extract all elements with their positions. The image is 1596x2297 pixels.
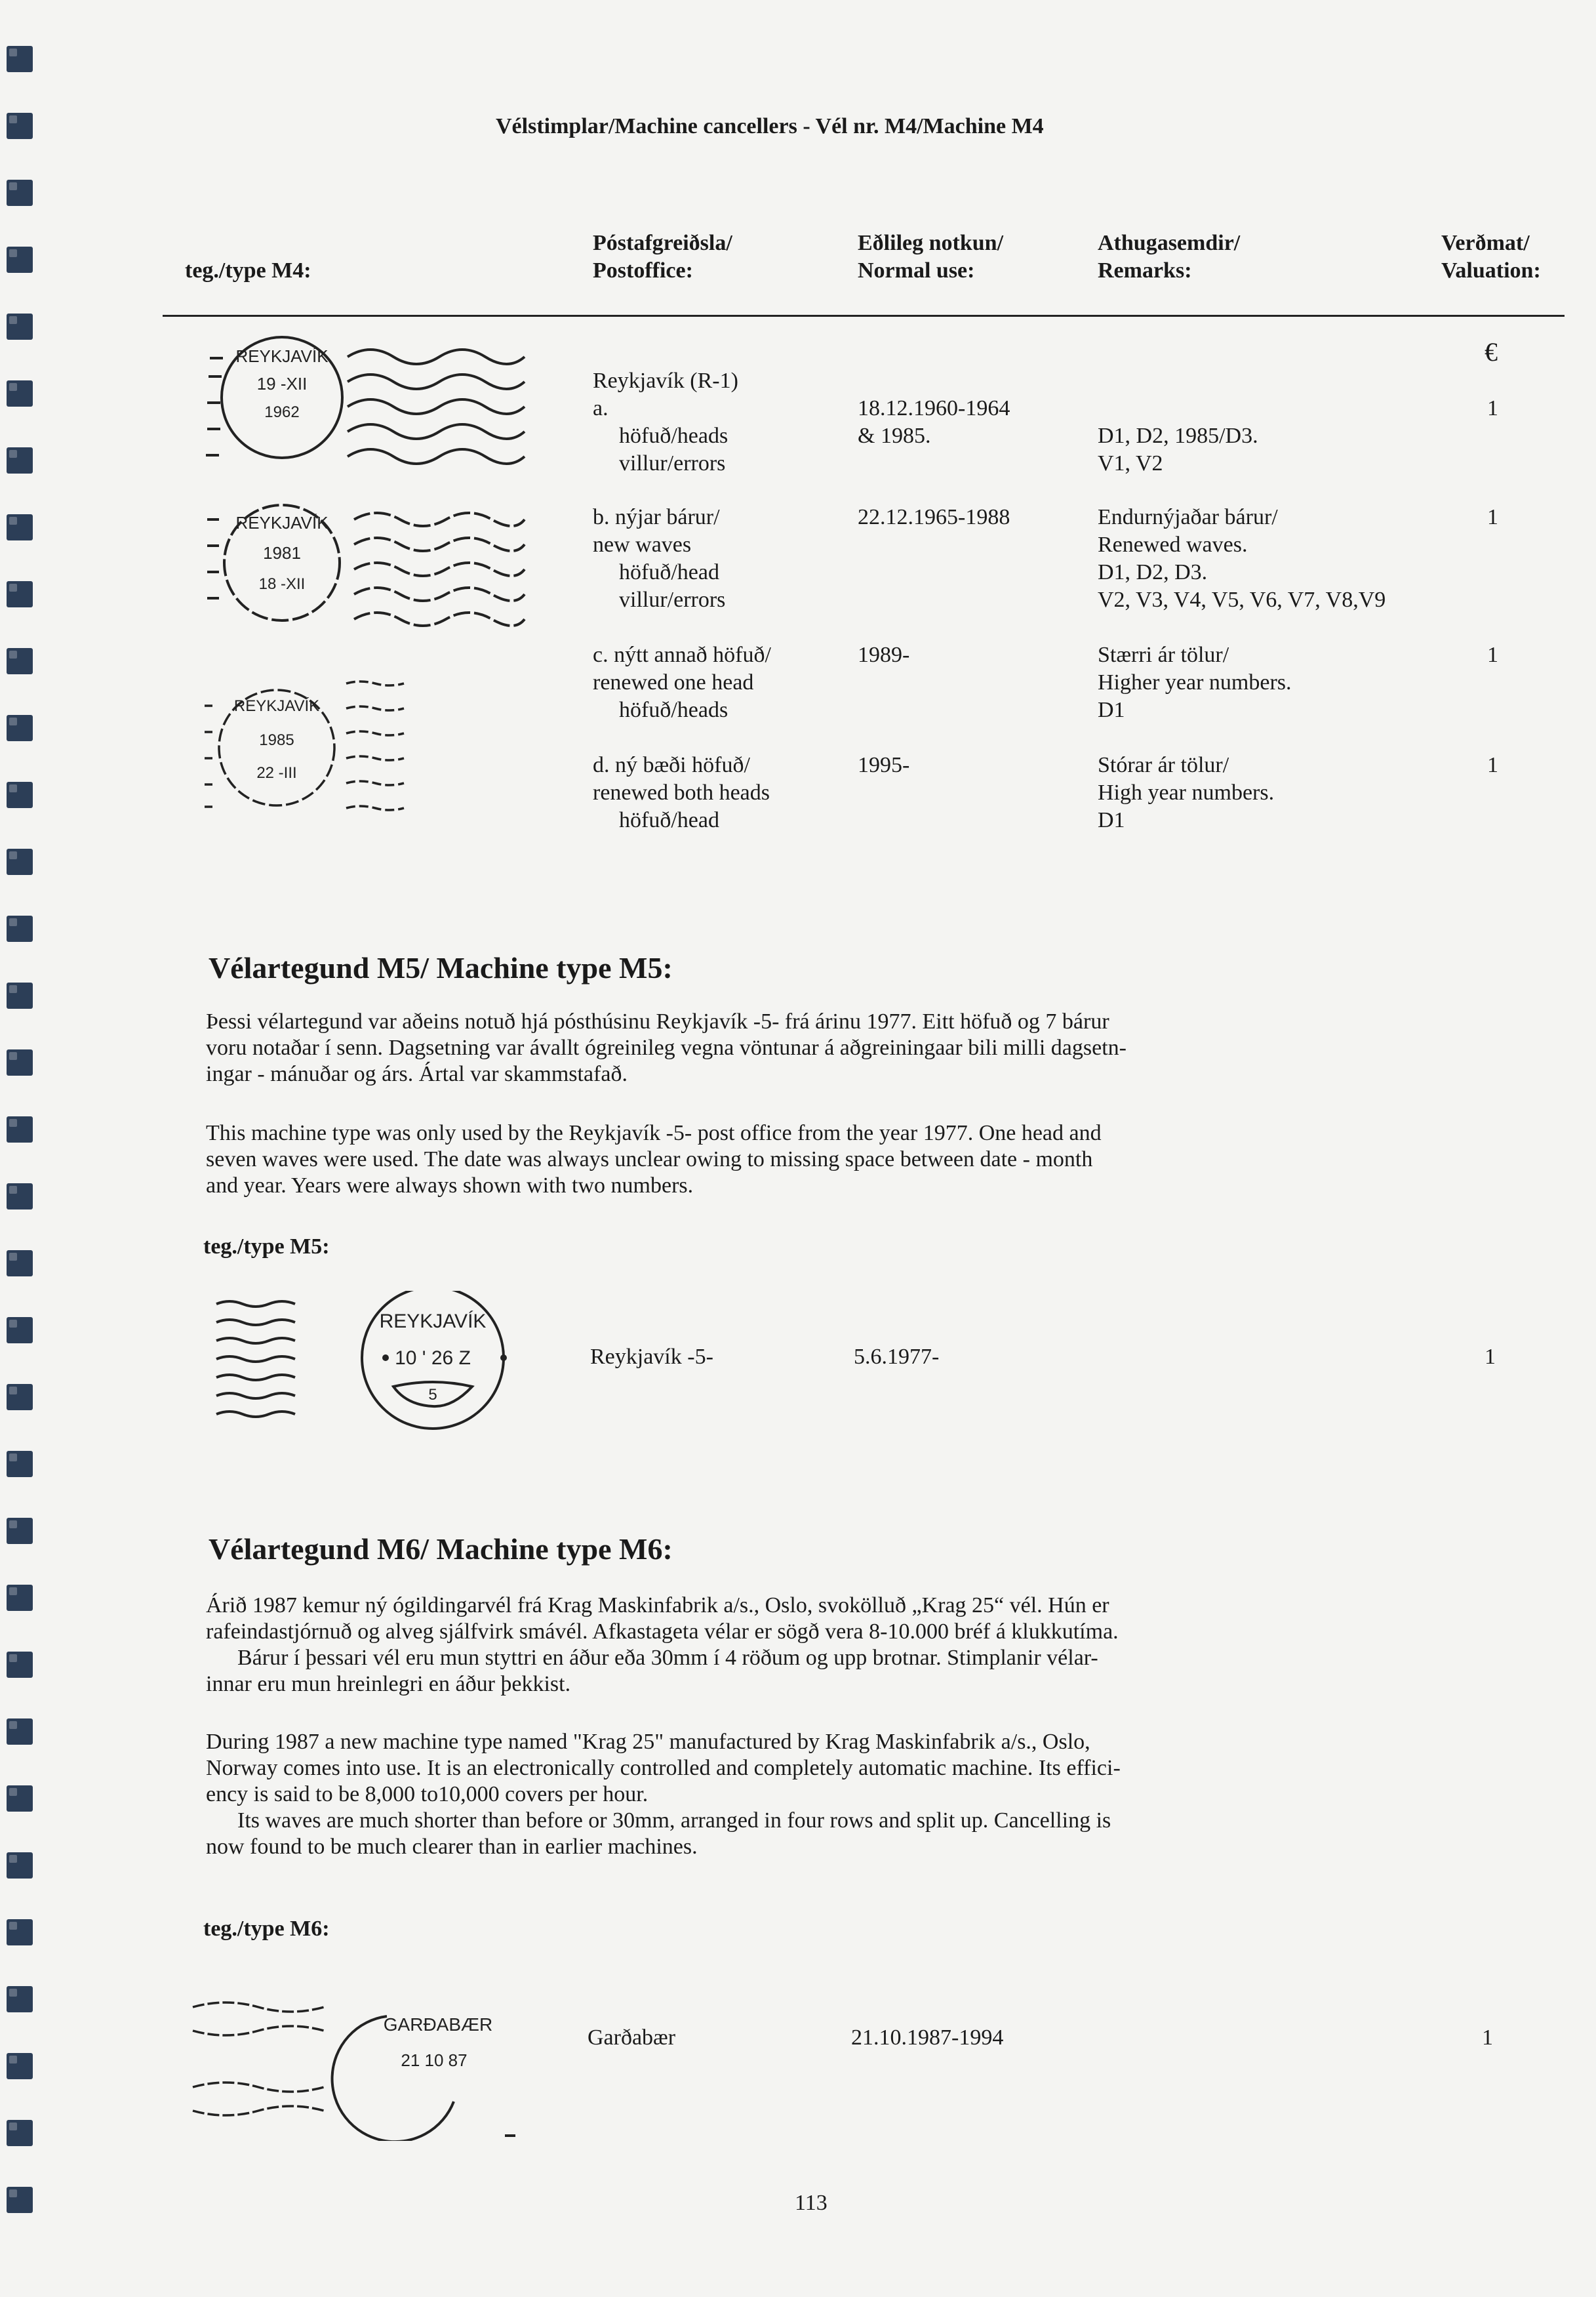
postmark-m4-b-year: 1981 <box>263 543 301 563</box>
binding-ring <box>7 1852 33 1879</box>
binding-ring <box>7 46 33 72</box>
m5-en-line-3: and year. Years were always shown with two numbers. <box>206 1173 694 1198</box>
m6-paragraph-is <box>206 1593 1360 1697</box>
m6-type-label: teg./type M6: <box>203 1917 330 1941</box>
row-a-office-3: höfuð/heads <box>619 424 728 448</box>
postmark-m5-num: 5 <box>428 1386 437 1404</box>
row-c-value: 1 <box>1487 643 1498 667</box>
row-a-value: 1 <box>1487 396 1498 420</box>
postmark-m5-date: 10 ' 26 Z <box>395 1347 471 1369</box>
m6-is-line-2: rafeindastjórnuð og alveg sjálfvirk smávél. Afkastageta vélar er sögð vera 8-10.000 bréf á klukkutíma. <box>206 1619 1119 1644</box>
binding-ring <box>7 648 33 674</box>
row-a-remarks-2: V1, V2 <box>1098 451 1163 476</box>
row-d-remarks-1: Stórar ár tölur/ <box>1098 753 1229 777</box>
binding-ring <box>7 1116 33 1143</box>
binding-ring <box>7 581 33 607</box>
row-b-office-4: villur/errors <box>619 588 726 612</box>
binding-ring <box>7 1451 33 1477</box>
m6-en-line-1: During 1987 a new machine type named "Krag 25" manufactured by Krag Maskinfabrik a/s., Oslo, <box>206 1730 1090 1754</box>
col-header-office-line2: Postoffice: <box>593 258 693 283</box>
binding-ring <box>7 1049 33 1076</box>
row-a-use-2: & 1985. <box>858 424 931 448</box>
m6-en-line-2: Norway comes into use. It is an electronically controlled and completely automatic machine. Its effici- <box>206 1756 1121 1780</box>
col-header-remarks-line1: Athugasemdir/ <box>1098 231 1241 255</box>
col-header-remarks-line2: Remarks: <box>1098 258 1192 283</box>
row-b-remarks-3: D1, D2, D3. <box>1098 560 1208 584</box>
binding-ring <box>7 1585 33 1611</box>
postmark-m5 <box>210 1291 525 1442</box>
row-c-use-1: 1989- <box>858 643 910 667</box>
m6-paragraph-en <box>206 1729 1360 1860</box>
col-header-valuation-line2: Valuation: <box>1441 258 1541 283</box>
binding-ring <box>7 2187 33 2213</box>
row-a-remarks-1: D1, D2, 1985/D3. <box>1098 424 1258 448</box>
row-b-remarks-1: Endurnýjaðar bárur/ <box>1098 505 1278 529</box>
row-b-office-3: höfuð/head <box>619 560 719 584</box>
postmark-m6 <box>190 1990 531 2141</box>
row-b-office-2: new waves <box>593 533 692 557</box>
col-header-office-line1: Póstafgreiðsla/ <box>593 231 732 255</box>
postmark-m4-a-date: 19 -XII <box>256 374 308 394</box>
row-d-office-3: höfuð/head <box>619 808 719 832</box>
row-a-use-1: 18.12.1960-1964 <box>858 396 1010 420</box>
m5-use: 5.6.1977- <box>854 1345 940 1369</box>
binding-ring <box>7 113 33 139</box>
binding-ring <box>7 983 33 1009</box>
m5-is-line-1: Þessi vélartegund var aðeins notuð hjá pósthúsinu Reykjavík -5- frá árinu 1977. Eitt höfuð og 7 bárur <box>206 1009 1109 1034</box>
row-b-remarks-2: Renewed waves. <box>1098 533 1248 557</box>
m6-use: 21.10.1987-1994 <box>851 2025 1004 2050</box>
m5-paragraph-is <box>206 1009 1360 1088</box>
m5-paragraph-en <box>206 1120 1360 1199</box>
m6-en-line-3: ency is said to be 8,000 to10,000 covers per hour. <box>206 1782 648 1806</box>
binding-ring <box>7 380 33 407</box>
postmark-m4-a <box>197 324 538 475</box>
row-d-office-2: renewed both heads <box>593 781 770 805</box>
col-header-use-line1: Eðlileg notkun/ <box>858 231 1004 255</box>
m6-office: Garðabær <box>588 2025 676 2050</box>
binding-ring <box>7 916 33 942</box>
binding-ring <box>7 1785 33 1812</box>
row-b-use-1: 22.12.1965-1988 <box>858 505 1010 529</box>
binding-ring <box>7 1986 33 2012</box>
binding-ring <box>7 2053 33 2079</box>
header-rule <box>163 315 1565 317</box>
binding-ring <box>7 1652 33 1678</box>
postmark-m6-date: 21 10 87 <box>401 2050 468 2070</box>
row-d-office-1: d. ný bæði höfuð/ <box>593 753 750 777</box>
binding-ring <box>7 1183 33 1209</box>
m5-en-line-1: This machine type was only used by the Reykjavík -5- post office from the year 1977. One head and <box>206 1121 1102 1145</box>
col-header-use-line2: Normal use: <box>858 258 975 283</box>
row-b-remarks-4: V2, V3, V4, V5, V6, V7, V8,V9 <box>1098 588 1386 612</box>
m5-type-label: teg./type M5: <box>203 1234 330 1259</box>
m5-office: Reykjavík -5- <box>590 1345 713 1369</box>
binding-ring <box>7 314 33 340</box>
m6-en-line-4: Its waves are much shorter than before or 30mm, arranged in four rows and split up. Cancelling is <box>237 1808 1111 1833</box>
binding-ring <box>7 247 33 273</box>
m6-heading: Vélartegund M6/ Machine type M6: <box>209 1532 673 1566</box>
postmark-m4-b <box>197 493 538 638</box>
postmark-m4-c <box>203 680 407 817</box>
m6-en-line-5: now found to be much clearer than in earlier machines. <box>206 1835 698 1859</box>
postmark-m4-b-town: REYKJAVÍK <box>235 513 329 533</box>
postmark-m4-c-date: 22 -III <box>256 764 297 782</box>
row-d-value: 1 <box>1487 753 1498 777</box>
postmark-m4-c-town: REYKJAVÍK <box>233 697 320 715</box>
row-a-office-4: villur/errors <box>619 451 726 476</box>
binding-ring <box>7 180 33 206</box>
binding-ring <box>7 849 33 875</box>
row-b-office-1: b. nýjar bárur/ <box>593 505 720 529</box>
binding-ring <box>7 1919 33 1945</box>
m6-is-line-3: Bárur í þessari vél eru mun styttri en áður eða 30mm í 4 röðum og upp brotnar. Stimplanir vélar- <box>237 1646 1098 1670</box>
row-a-office-1: Reykjavík (R-1) <box>593 369 738 393</box>
binding-ring <box>7 514 33 540</box>
row-d-remarks-2: High year numbers. <box>1098 781 1275 805</box>
postmark-m4-b-date: 18 -XII <box>258 575 306 593</box>
row-c-office-3: höfuð/heads <box>619 698 728 722</box>
col-header-type: teg./type M4: <box>185 258 311 283</box>
postmark-m6-town: GARÐABÆR <box>383 2014 493 2035</box>
row-d-use-1: 1995- <box>858 753 910 777</box>
binding-ring <box>7 1250 33 1276</box>
col-header-valuation-line1: Verðmat/ <box>1441 231 1530 255</box>
m6-is-line-4: innar eru mun hreinlegri en áður þekkist. <box>206 1672 571 1696</box>
postmark-m5-town: REYKJAVÍK <box>379 1311 487 1332</box>
row-c-remarks-3: D1 <box>1098 698 1125 722</box>
page-header-title: Vélstimplar/Machine cancellers - Vél nr. M4/Machine M4 <box>496 114 1044 138</box>
binding-ring <box>7 1518 33 1544</box>
currency-symbol: € <box>1485 337 1498 367</box>
binding-ring <box>7 1384 33 1410</box>
postmark-m4-c-year: 1985 <box>259 731 294 749</box>
m5-is-line-2: voru notaðar í senn. Dagsetning var ávallt ógreinileg vegna vöntunar á aðgreiningaar bili milli dagsetn- <box>206 1036 1127 1060</box>
m6-is-line-1: Árið 1987 kemur ný ógildingarvél frá Krag Maskinfabrik a/s., Oslo, svokölluð „Krag 25“ vél. Hún er <box>206 1593 1109 1617</box>
row-a-office-2: a. <box>593 396 608 420</box>
spiral-binding <box>0 0 52 2297</box>
binding-ring <box>7 715 33 741</box>
row-c-office-2: renewed one head <box>593 670 754 695</box>
binding-ring <box>7 1718 33 1745</box>
page-number: 113 <box>795 2191 828 2215</box>
row-c-office-1: c. nýtt annað höfuð/ <box>593 643 771 667</box>
row-b-value: 1 <box>1487 505 1498 529</box>
binding-ring <box>7 782 33 808</box>
row-c-remarks-1: Stærri ár tölur/ <box>1098 643 1229 667</box>
m5-value: 1 <box>1485 1345 1496 1369</box>
binding-ring <box>7 1317 33 1343</box>
m5-en-line-2: seven waves were used. The date was always unclear owing to missing space between date - month <box>206 1147 1093 1171</box>
row-d-remarks-3: D1 <box>1098 808 1125 832</box>
m5-is-line-3: ingar - mánuðar og árs. Ártal var skammstafað. <box>206 1062 628 1086</box>
postmark-m4-a-town: REYKJAVÍK <box>235 346 329 366</box>
postmark-m4-a-year: 1962 <box>264 403 300 421</box>
m6-value: 1 <box>1482 2025 1493 2050</box>
m5-heading: Vélartegund M5/ Machine type M5: <box>209 951 673 985</box>
row-c-remarks-2: Higher year numbers. <box>1098 670 1292 695</box>
binding-ring <box>7 2120 33 2146</box>
binding-ring <box>7 447 33 474</box>
